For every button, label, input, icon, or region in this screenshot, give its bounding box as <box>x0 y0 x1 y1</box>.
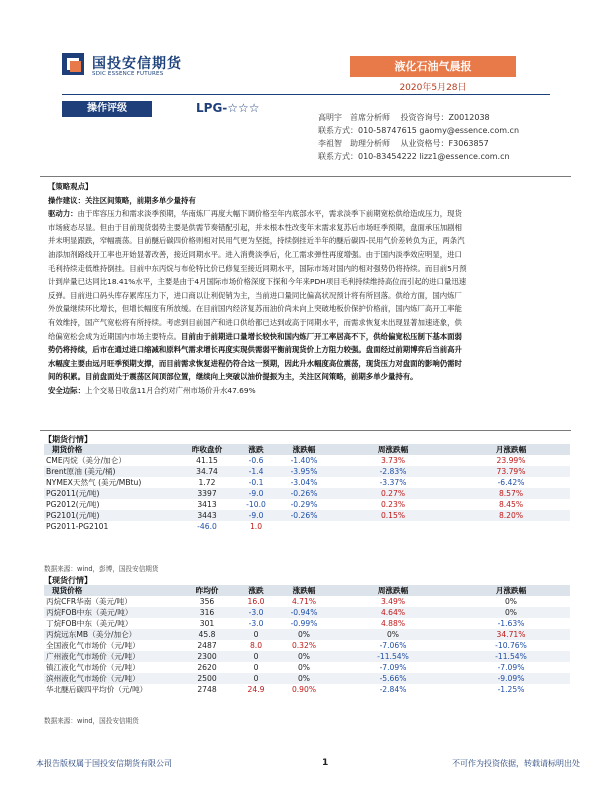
table-cell: 4.64% <box>334 607 452 618</box>
table-cell: 0% <box>334 629 452 640</box>
table-row <box>44 455 570 466</box>
table-cell: -2.84% <box>379 685 407 694</box>
table-cell: 73.79% <box>452 466 570 477</box>
table-row <box>44 673 570 684</box>
company-name-en: SDIC ESSENCE FUTURES <box>92 71 164 77</box>
table-row <box>44 499 570 510</box>
table-cell: 0% <box>452 607 570 618</box>
logic-line: 市场疲态尽显。但由于目前现货弱势主要是供需节奏错配引起，并未根本性改变年末需求复苏后市场旺季预期，盘面承压加剧相 <box>48 222 462 232</box>
column-header: 昨均价 <box>176 585 238 596</box>
logic-line: 毛利持续走低维持倒挂。目前中东丙烷与布伦特比价已修复至接近同期水平，国际市场对国内的相对强势仍将持续。而目前5月预 <box>48 263 467 273</box>
table-cell: -11.54% <box>334 651 452 662</box>
table-header-row <box>44 585 570 596</box>
table-cell: -1.63% <box>497 619 525 628</box>
logic-line: 外放量继续环比增长，但增长幅度有所放缓。在目前国内经济复苏而油价尚未向上突破地板价保护价格前，国内炼厂高开工率能 <box>48 304 462 314</box>
futures-table-title: 【期货行情】 <box>44 435 92 444</box>
table-cell: 滨州液化气市场价（元/吨） <box>44 673 176 684</box>
table-cell: -7.09% <box>497 663 525 672</box>
column-header: 昨收盘价 <box>176 444 238 455</box>
table-cell: -11.54% <box>452 651 570 662</box>
table-cell: 34.74 <box>176 466 238 477</box>
table-cell: 0.27% <box>334 488 452 499</box>
table-cell: -0.26% <box>274 510 334 521</box>
table-row <box>44 510 570 521</box>
table-row <box>44 629 570 640</box>
analyst-line: 联系方式：010-58747615 gaomy@essence.com.cn <box>318 126 520 135</box>
table-cell: CME丙烷（美分/加仑） <box>46 456 126 465</box>
section-divider <box>40 430 571 431</box>
page-number: 1 <box>322 758 329 768</box>
column-header: 周涨跌幅 <box>334 444 452 455</box>
table-cell: 丙烷CFR华南（美元/吨） <box>46 597 132 606</box>
table-cell: 4.88% <box>380 619 406 628</box>
table-cell: NYMEX天然气 (美元/MBtu) <box>46 478 142 487</box>
table-cell: 2300 <box>176 651 238 662</box>
table-row <box>44 607 570 618</box>
table-cell: 23.99% <box>496 456 526 465</box>
table-cell: -1.25% <box>497 685 525 694</box>
analyst-line: 高明宇 首席分析师 投资咨询号：Z0012038 <box>318 113 490 122</box>
safety-label: 安全边际： <box>48 385 85 395</box>
table-cell: -0.26% <box>274 488 334 499</box>
table-cell: 0% <box>274 673 334 684</box>
table-cell: 全国液化气市场价（元/吨） <box>46 641 140 650</box>
table-cell: 0% <box>274 651 334 662</box>
table-cell: -3.95% <box>274 466 334 477</box>
column-header: 周涨跌幅 <box>334 585 452 596</box>
table-cell: 镇江液化气市场价（元/吨） <box>46 663 140 672</box>
table-row <box>44 662 570 673</box>
table-cell: -1.40% <box>290 456 318 465</box>
analyst-line: 李祖智 助理分析师 从业资格号：F3063857 <box>318 139 489 148</box>
logic-line: 并未明显跟跌，窄幅震荡。目前醚后碳四价格则相对民用气更为坚挺，持续倒挂近半年的醚后碳四-民用气价差转负为正，两条汽 <box>48 236 465 246</box>
table-cell: 34.71% <box>452 629 570 640</box>
logic-line: 油添加剂路线开工率也开始显著改善，接近同期水平。进入消费淡季后，化工需求弹性再度增强。由于国内淡季效应明显，进口 <box>48 249 462 259</box>
rating-label: 操作评级 <box>62 101 152 117</box>
table-cell: 0% <box>504 597 518 606</box>
column-header: 涨跌 <box>238 585 274 596</box>
header-divider <box>62 94 550 95</box>
table-cell: 8.45% <box>498 500 524 509</box>
table-cell <box>452 521 570 532</box>
column-header: 月涨跌幅 <box>452 585 570 596</box>
logic-line: 给偏宽松会成为近期国内市场主要特点。 <box>48 331 182 341</box>
table-cell: 8.0 <box>249 641 263 650</box>
table-cell: 广州液化气市场价（元/吨） <box>44 651 176 662</box>
table-cell: 2500 <box>176 673 238 684</box>
table-cell: 1.0 <box>249 521 263 531</box>
table-cell: -5.66% <box>334 673 452 684</box>
table-cell: 华北醚后碳四平均价（元/吨） <box>46 685 148 694</box>
column-header: 现货价格 <box>44 585 176 596</box>
table-cell: 2620 <box>197 663 217 672</box>
logic-line: 有效维持，国产气宽松将有所持续。考虑到目前国产和进口供给都已达到或高于同期水平，而需求恢复未出现显著加速迹象，供 <box>48 317 462 327</box>
table-row <box>44 640 570 651</box>
table-row <box>44 596 570 607</box>
table-cell: 0% <box>274 629 334 640</box>
table-cell: 0 <box>253 663 259 672</box>
table-cell: 0.90% <box>291 685 317 694</box>
table-cell <box>274 521 334 532</box>
report-date: 2020年5月28日 <box>399 83 467 93</box>
table-cell: -9.0 <box>238 510 274 521</box>
table-cell: -9.09% <box>452 673 570 684</box>
table-cell: -9.0 <box>238 488 274 499</box>
safety-text: 上个交易日收盘11月合约对广州市场价升水47.69% <box>84 385 256 395</box>
table-row <box>44 684 570 695</box>
spot-table-title: 【现货行情】 <box>44 576 92 585</box>
column-header: 涨跌幅 <box>274 444 334 455</box>
table-cell: 4.71% <box>291 597 317 606</box>
table-cell: -46.0 <box>197 521 217 531</box>
spot-source: 数据来源：wind，国投安信期货 <box>44 717 139 725</box>
table-cell: 356 <box>199 597 215 606</box>
table-cell: -10.0 <box>246 500 266 509</box>
table-cell: 45.8 <box>176 629 238 640</box>
table-cell: 0.23% <box>380 500 406 509</box>
column-header: 涨跌 <box>238 444 274 455</box>
table-cell: 0.32% <box>291 641 317 650</box>
conclusion-text: 目前由于前期进口量增长较快和国内炼厂开工率居高不下，供给偏宽松压制下基本面弱 <box>181 331 462 341</box>
table-cell: 3.73% <box>380 456 406 465</box>
table-row <box>44 618 570 629</box>
table-cell: 2487 <box>197 641 217 650</box>
column-header: 月涨跌幅 <box>452 444 570 455</box>
table-cell: -0.6 <box>248 456 264 465</box>
table-cell: -1.4 <box>238 466 274 477</box>
table-cell: -7.09% <box>379 663 407 672</box>
table-cell: -3.37% <box>379 478 407 487</box>
table-row <box>44 651 570 662</box>
table-row <box>44 488 570 499</box>
table-cell: 0% <box>297 663 311 672</box>
footer-disclaimer: 不可作为投资依据，转载请标明出处 <box>452 759 580 768</box>
futures-table <box>44 444 570 532</box>
logic-line: 由于库容压力和需求淡季预期，华南炼厂再度大幅下调价格至年内底部水平，需求淡季下前期宽松供给造成压力，现货 <box>77 209 462 219</box>
table-cell: 3.49% <box>380 597 406 606</box>
strategy-heading: 【策略观点】 <box>48 182 93 191</box>
table-cell: PG2011-PG2101 <box>46 521 109 531</box>
table-cell: 丁烷FOB中东（美元/吨） <box>46 619 133 628</box>
table-cell: 301 <box>199 619 215 628</box>
table-cell: 3397 <box>176 488 238 499</box>
footer-copyright: 本报告版权属于国投安信期货有限公司 <box>36 759 172 768</box>
advice-text: 关注区间策略，前期多单少量持有 <box>84 195 196 205</box>
report-title: 液化石油气晨报 <box>350 56 516 77</box>
table-cell: -6.42% <box>497 478 525 487</box>
logic-line: 反弹。目前进口码头库存累库压力下，进口商以让利促销为主，当前进口量同比偏高状况预计将有所回落。供给方面，国内炼厂 <box>48 290 462 300</box>
table-row <box>44 521 570 532</box>
logic-line: 计到岸量已达同比18.41%水平，主要是由于4月国际市场价格深度下探和今年来PDH项目毛利持续维持高位而引起的进口量迅速 <box>48 277 467 287</box>
logic-label: 驱动力： <box>48 209 78 219</box>
table-cell: 3413 <box>197 500 217 509</box>
spot-table <box>44 585 570 695</box>
table-cell: 8.57% <box>452 488 570 499</box>
company-logo-icon <box>62 53 84 75</box>
table-cell: 16.0 <box>247 597 265 606</box>
table-cell: PG2011(元/吨) <box>44 488 176 499</box>
conclusion-text: 势仍将持续，后市在通过进口缩减和原料气需求增长再度实现供需弱平衡前现货价上方阻力较强。盘面经过前期博弈后当前高升 <box>48 345 462 355</box>
futures-source: 数据来源：wind，彭博，国投安信期货 <box>44 565 159 573</box>
rating-value: LPG-☆☆☆ <box>196 101 260 115</box>
table-row <box>44 477 570 488</box>
table-cell: Brent原油 (美元/桶) <box>44 466 176 477</box>
section-divider <box>40 176 571 177</box>
table-cell: PG2012(元/吨) <box>46 500 100 509</box>
table-cell: 41.15 <box>196 456 218 465</box>
table-cell: 0 <box>238 651 274 662</box>
table-row <box>44 466 570 477</box>
table-cell: 316 <box>176 607 238 618</box>
table-cell: -3.04% <box>290 478 318 487</box>
table-cell: 丙烷远东MB（美分/加仑） <box>44 629 176 640</box>
analyst-line: 联系方式：010-83454222 lizz1@essence.com.cn <box>318 152 510 161</box>
table-cell: -3.0 <box>238 607 274 618</box>
table-cell: -0.99% <box>290 619 318 628</box>
table-cell: 0 <box>238 673 274 684</box>
table-cell: 8.20% <box>452 510 570 521</box>
table-cell <box>334 521 452 532</box>
table-cell: 3443 <box>176 510 238 521</box>
table-cell: -2.83% <box>334 466 452 477</box>
table-cell: PG2101(元/吨) <box>44 510 176 521</box>
table-cell: -7.06% <box>379 641 407 650</box>
company-name-cn: 国投安信期货 <box>92 56 182 72</box>
table-cell: 丙烷FOB中东（美元/吨） <box>44 607 176 618</box>
table-cell: -10.76% <box>495 641 527 650</box>
table-cell: -0.94% <box>274 607 334 618</box>
advice-label: 操作建议： <box>48 195 85 205</box>
table-cell: 24.9 <box>247 685 265 694</box>
conclusion-text: 水幅度主要由远月旺季预期支撑，而目前需求恢复进程仍符合这一预期，因此升水幅度高位震荡，现货压力对盘面的影响仍需时 <box>48 358 462 368</box>
table-cell: 0 <box>238 629 274 640</box>
table-cell: -0.1 <box>248 478 264 487</box>
table-cell: 2748 <box>197 685 217 694</box>
table-cell: 1.72 <box>198 478 216 487</box>
table-cell: -3.0 <box>248 619 264 628</box>
column-header: 期货价格 <box>44 444 176 455</box>
table-header-row <box>44 444 570 455</box>
table-cell: -0.29% <box>290 500 318 509</box>
table-cell: 0.15% <box>334 510 452 521</box>
strategy-section <box>48 180 570 398</box>
conclusion-text: 间的积累。目前盘面处于震荡区间顶部位置，继续向上突破以油价提振为主，关注区间策略，前期多单少量持有。 <box>48 372 418 382</box>
column-header: 涨跌幅 <box>274 585 334 596</box>
